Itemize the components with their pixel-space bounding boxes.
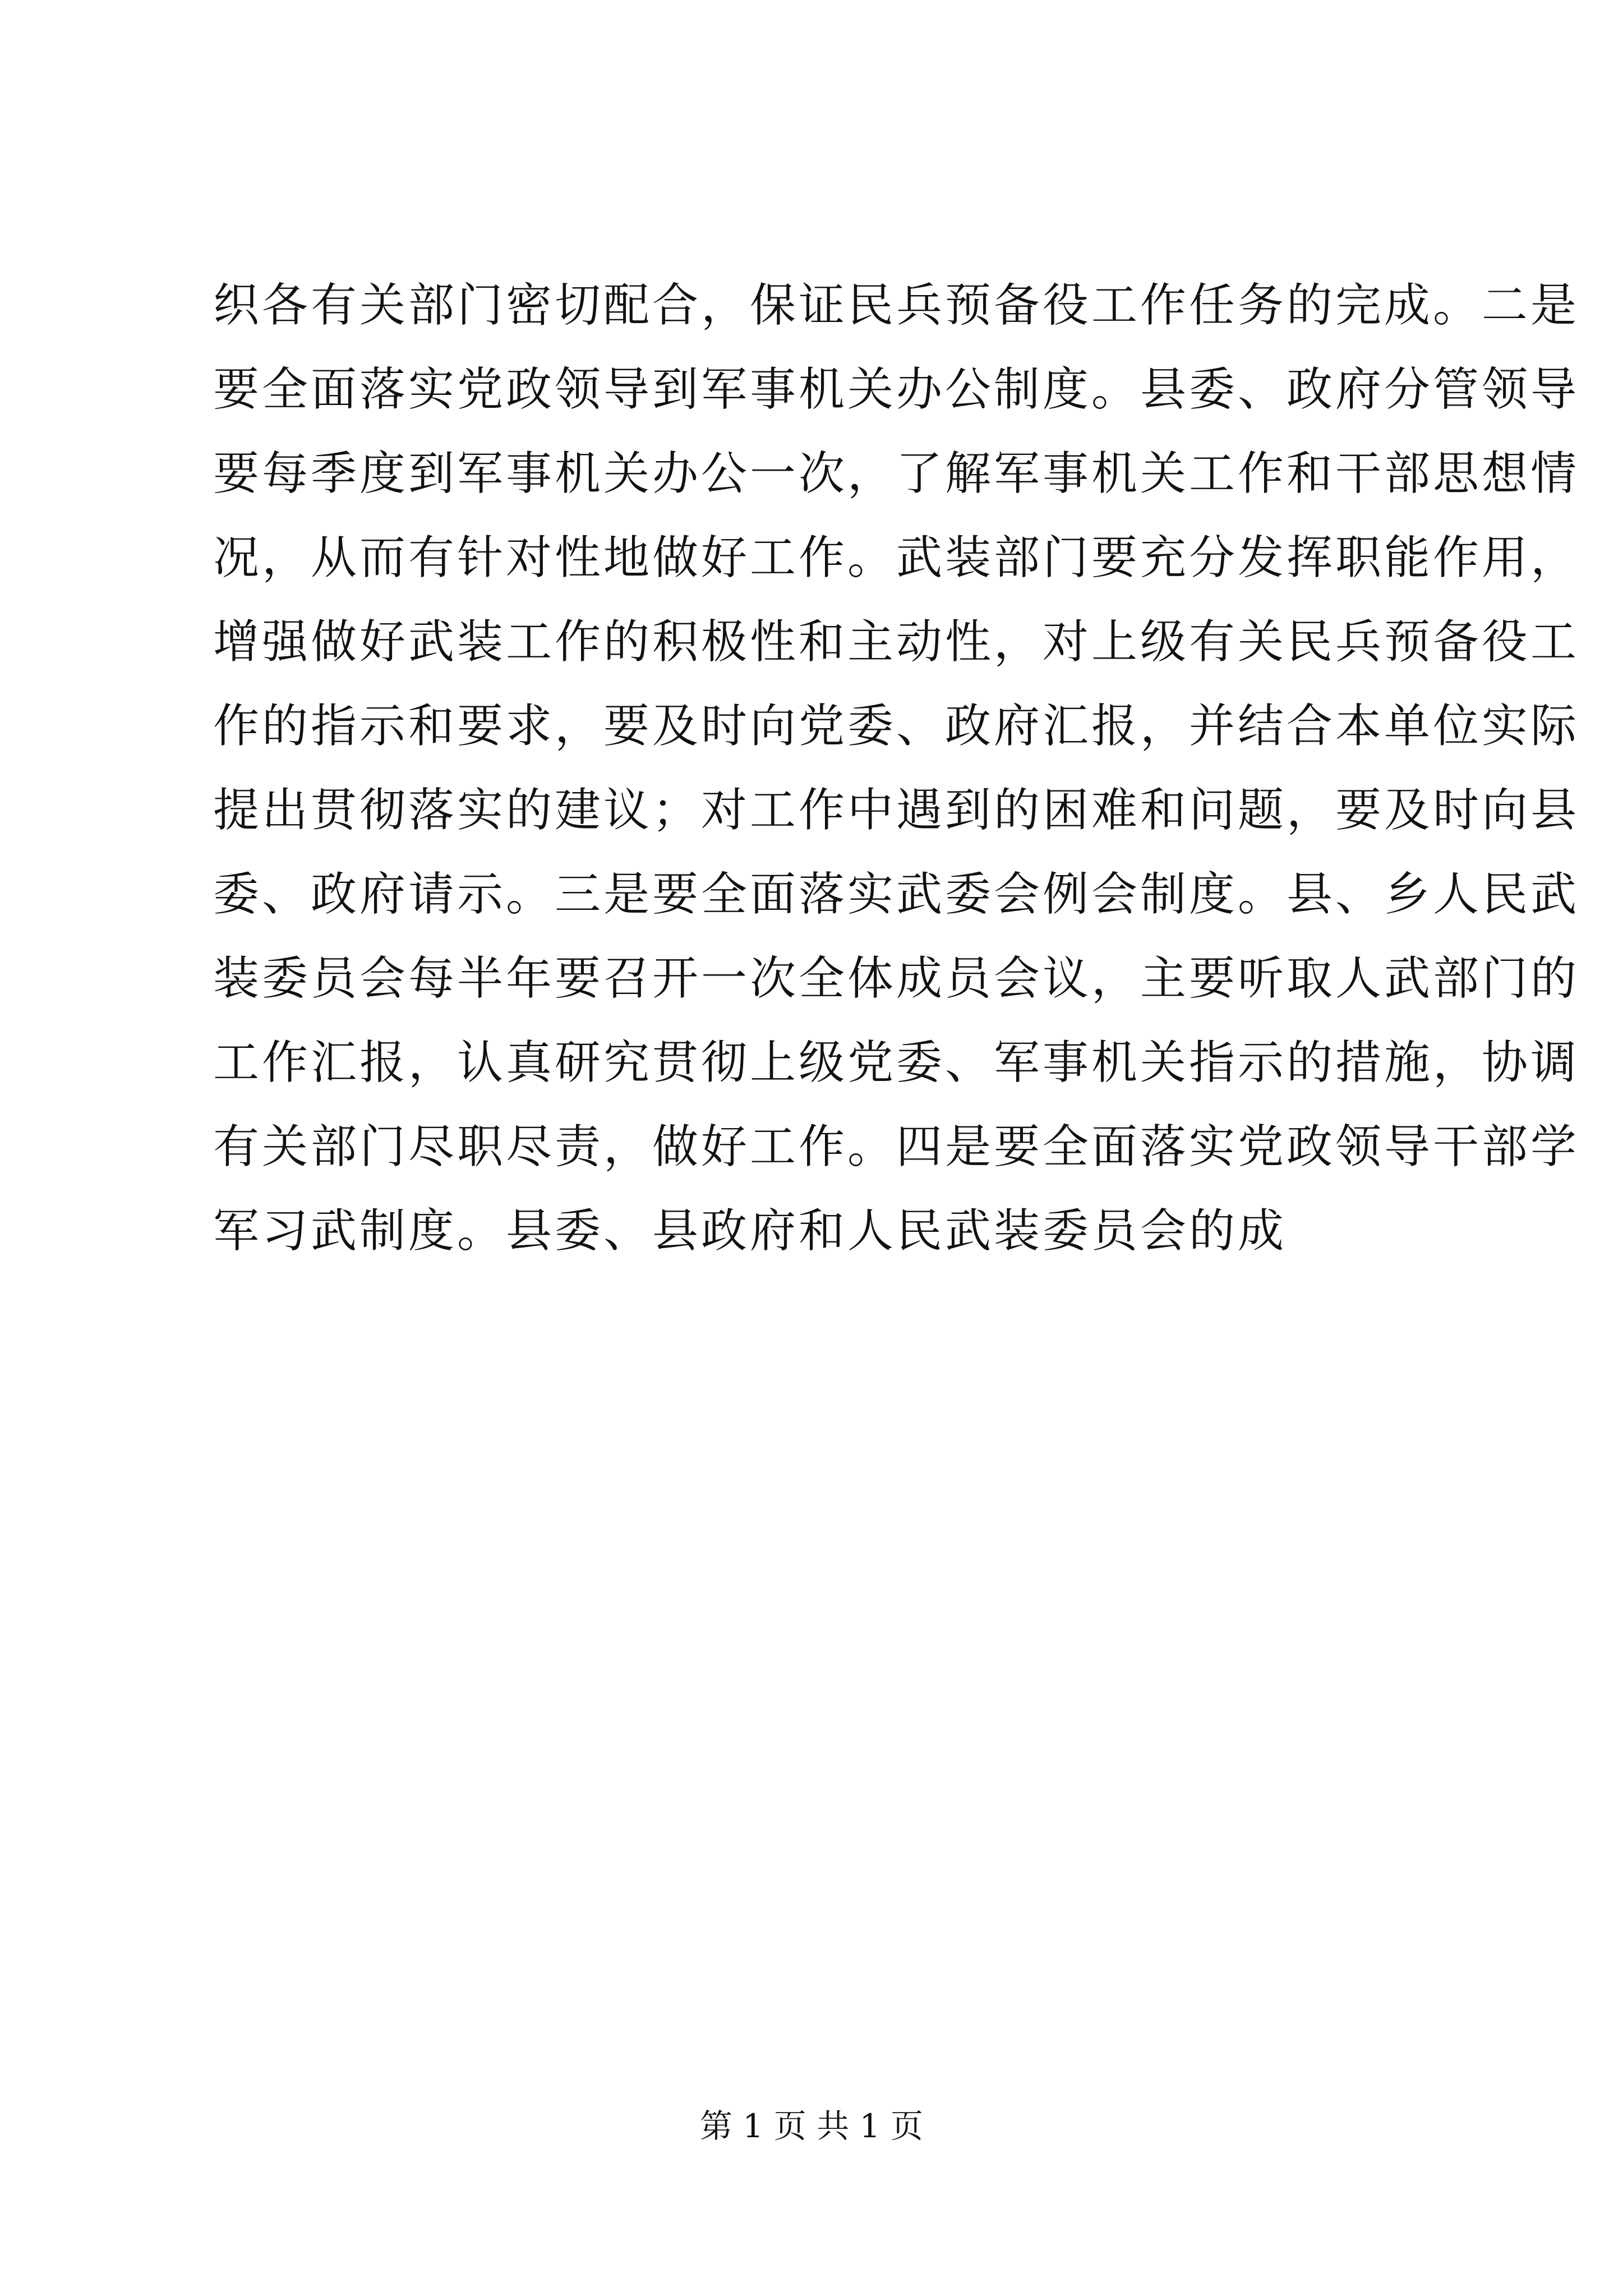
text-line: 装委员会每半年要召开一次全体成员会议，主要听取人武部门的	[213, 952, 1580, 1005]
text-line: 作的指示和要求，要及时向党委、政府汇报，并结合本单位实际	[213, 700, 1580, 753]
text-line: 增强做好武装工作的积极性和主动性，对上级有关民兵预备役工	[213, 615, 1580, 669]
text-line: 有关部门尽职尽责，做好工作。四是要全面落实党政领导干部学	[213, 1120, 1580, 1174]
text-line: 况，从而有针对性地做好工作。武装部门要充分发挥职能作用，	[213, 531, 1580, 585]
text-line: 提出贯彻落实的建议；对工作中遇到的困难和问题，要及时向县	[213, 784, 1580, 837]
text-line: 委、政府请示。三是要全面落实武委会例会制度。县、乡人民武	[213, 868, 1580, 921]
text-line: 工作汇报，认真研究贯彻上级党委、军事机关指示的措施，协调	[213, 1036, 1580, 1089]
text-line: 要全面落实党政领导到军事机关办公制度。县委、政府分管领导	[213, 363, 1580, 416]
page-number-footer: 第 1 页 共 1 页	[700, 2107, 923, 2145]
text-line: 要每季度到军事机关办公一次，了解军事机关工作和干部思想情	[213, 447, 1580, 500]
body-text	[213, 264, 1580, 1273]
text-line: 织各有关部门密切配合，保证民兵预备役工作任务的完成。二是	[213, 279, 1580, 332]
text-line: 军习武制度。县委、县政府和人民武装委员会的成	[213, 1204, 1287, 1258]
